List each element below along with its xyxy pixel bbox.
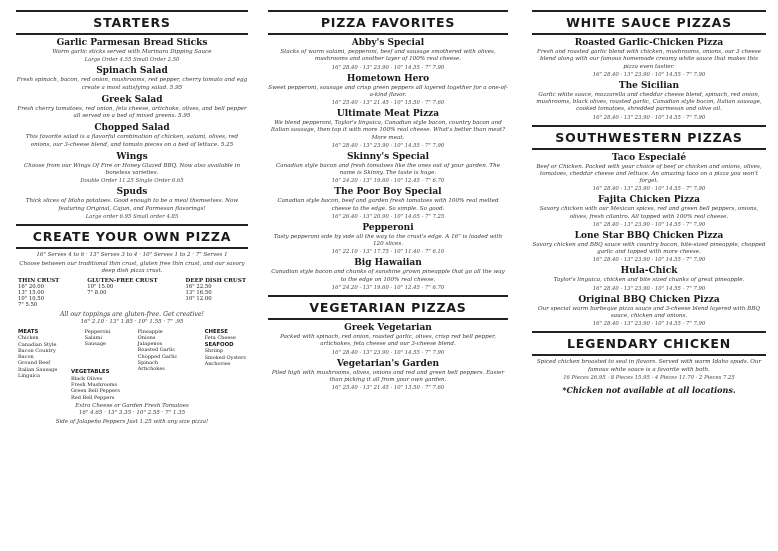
veg2-group (138, 329, 178, 380)
item-description: Canadian style bacon and chunks of sunshine grown pineapple that go all the way to the edge on 100% real cheese. (271, 269, 505, 283)
topping-item: Salami (84, 334, 102, 341)
section-title-create-your-own: CREATE YOUR OWN PIZZA (16, 224, 248, 249)
gluten-free-crust-prices (87, 278, 157, 308)
topping-item: Fresh Mushrooms (71, 382, 118, 389)
item-name: Lone Star BBQ Chicken Pizza (574, 230, 724, 241)
item-description: Warm garlic sticks served with Marinara Dipping Sauce (52, 49, 212, 55)
topping-item: Shrimp (204, 348, 224, 355)
item-price: Large order 6.95 Small order 4.85 (85, 213, 179, 220)
pizza-item (268, 223, 508, 256)
item-price: 16" 22.10 · 13" 17.75 · 10" 11.40 · 7" 6.10 (331, 249, 445, 256)
item-name: Skinny's Special (346, 151, 430, 162)
item-description: We blend pepperoni, Taylor's linguica, Canadian style bacon, country bacon and Italian sausage, then top it with more 100% real cheese. What's better than meat? More meat. (270, 120, 506, 141)
item-price: 16" 28.40 · 13" 23.90 · 10" 14.55 · 7" 7.90 (331, 142, 445, 149)
item-name: Wings (116, 151, 148, 162)
pizza-item (532, 38, 766, 78)
gluten-free-crust-price: 7" 8.00 (87, 290, 107, 297)
pizza-item (268, 38, 508, 71)
item-description: Thick slices of Idaho potatoes. Good enough to be a meal themselves. Now featuring Original, Cajun, and Parmesan flavorings! (25, 198, 239, 212)
item-price: 16" 28.40 · 13" 23.90 · 10" 14.55 · 7" 7.90 (331, 64, 445, 71)
column-middle (268, 4, 508, 547)
starters-list (16, 38, 248, 220)
vegetarian-list (268, 323, 508, 391)
favorites-list (268, 38, 508, 291)
item-name: Roasted Garlic-Chicken Pizza (574, 38, 724, 48)
starter-item (16, 38, 248, 63)
item-description: Our special warm barbeque pizza sauce and 3-cheese blend layered with BBQ sauce, chicken and onions. (538, 305, 760, 319)
pizza-item (532, 195, 766, 228)
item-description: This favorite salad is a flavorful combination of chicken, salami, olives, red onions, our 3-cheese blend, and tomato pieces on a bed of lettuce. 5.25 (25, 134, 239, 148)
item-description: Sweet pepperoni, sausage and crisp green peppers all layered together for a one-of-a-kind flavor. (268, 84, 508, 98)
topping-item: Roasted Garlic (137, 347, 176, 354)
section-title-pizza-favorites: PIZZA FAVORITES (268, 10, 508, 35)
topping-group-label: SEAFOOD (204, 341, 234, 348)
item-description: Garlic white sauce, mozzarella and cheddar cheese blend, spinach, red onion, mushrooms, black olives, roasted garlic, Canadian style bacon, Italian sausage, cooked tomatoes, shredded parmesan and olive oil. (536, 91, 762, 113)
item-description: Savory chicken with our Mexican spices, red and green bell peppers, onions, olives, fresh cilantro. All topped with 100% real cheese. (539, 206, 759, 220)
section-title-legendary-chicken: LEGENDARY CHICKEN (532, 331, 766, 356)
pizza-item (532, 266, 766, 291)
item-description: Fresh spinach, bacon, red onion, mushrooms, red pepper, cherry tomato and egg create a most satisfying salad. 5.95 (16, 77, 248, 91)
topping-group-label: VEGETABLES (71, 369, 110, 376)
item-description: Canadian style bacon and fresh tomatoes like the ones out of your garden. The name is Skinny. The taste is huge. (275, 162, 501, 177)
item-price: 16" 28.40 · 13" 23.90 · 10" 14.55 · 7" 7.90 (592, 257, 706, 264)
item-name: The Sicilian (618, 80, 680, 91)
pizza-item (532, 231, 766, 264)
thin-crust-price: 7" 5.50 (18, 302, 38, 309)
thin-crust-price: 16" 20.00 (18, 284, 45, 291)
item-price: Double Order 11.25 Single Order 6.65 (80, 178, 184, 185)
cyo-intro: Choose between our traditional thin crust, gluten free thin crust, and our savory deep dish pizza crust. (19, 261, 245, 275)
thin-crust-price: 10" 10.50 (18, 296, 45, 303)
chicken-availability-note: *Chicken not available at all locations. (562, 384, 736, 395)
item-name: Spuds (116, 187, 148, 198)
column-right (532, 4, 766, 547)
topping-item: Ground Beef (18, 360, 51, 367)
cheese-seafood-group (205, 329, 246, 380)
deep-dish-crust-price: 16" 22.50 (185, 284, 212, 291)
item-description: Taylor's linguica, chicken and bite sized chunks of great pineapple. (553, 277, 745, 284)
topping-item: Bacon Country (18, 347, 56, 354)
vegetables-group (71, 369, 120, 401)
topping-prices: 16" 2.10 · 13" 1.85 · 10" 1.55 · 7" .95 (80, 319, 184, 326)
southwestern-list (532, 153, 766, 328)
item-price: 16" 26.40 · 13" 20.90 · 10" 14.05 · 7" 7.25 (331, 213, 445, 220)
starter-item (16, 66, 248, 92)
pizza-item (532, 81, 766, 121)
topping-item: Artichokes (137, 366, 165, 373)
topping-item: Chicken (18, 335, 39, 342)
item-price: 16" 28.40 · 13" 23.90 · 10" 14.55 · 7" 7.90 (592, 114, 706, 121)
topping-item: Italian Sausage (18, 366, 58, 373)
item-name: Original BBQ Chicken Pizza (578, 294, 720, 305)
item-price: 16" 25.40 · 13" 21.45 · 10" 13.50 · 7" 7.60 (331, 385, 445, 392)
item-name: Greek Vegetarian (344, 322, 432, 333)
item-price: 16" 24.20 · 13" 19.60 · 10" 12.45 · 7" 6.70 (331, 284, 445, 291)
item-description: Stacks of warm salami, pepperoni, beef and sausage smothered with olives, mushrooms and another layer of 100% real cheese. (280, 49, 496, 63)
topping-item: Feta Cheese (204, 335, 236, 342)
section-title-vegetarian: VEGETARIAN PIZZAS (268, 295, 508, 320)
starter-item (16, 187, 248, 220)
pizza-item (268, 359, 508, 392)
topping-item: Jalapenos (137, 341, 163, 348)
item-price: 16" 28.40 · 13" 23.90 · 10" 14.55 · 7" 7.90 (592, 321, 706, 328)
topping-group-label: CHEESE (204, 328, 228, 335)
item-price: 16" 25.40 · 13" 21.45 · 10" 15.50 · 7" 7.60 (331, 100, 445, 107)
item-name: Abby's Special (351, 38, 425, 48)
item-name: Fajita Chicken Pizza (597, 195, 700, 206)
chicken-prices: 16 Pieces 26.95 · 8 Pieces 15.95 · 4 Pieces 11.70 · 2 Pieces 7.25 (563, 374, 735, 381)
item-description: Packed with spinach, red onion, roasted garlic, olives, crisp red bell pepper, artichokes, feta cheese and our 3-cheese blend. (280, 333, 496, 348)
pizza-item (532, 153, 766, 193)
topping-item: Anchovies (204, 360, 231, 367)
item-name: Hula-Chick (620, 266, 678, 277)
extra-cheese: Extra Cheese or Garden Fresh Tomatoes (75, 402, 189, 409)
crust-price-table (18, 278, 246, 308)
gluten-free-crust-label: GLUTEN-FREE CRUST (87, 278, 158, 285)
topping-group-label: MEATS (18, 328, 39, 335)
thin-crust-label: THIN CRUST (18, 278, 60, 285)
toppings-gluten-free-note: All our toppings are gluten-free. Get creative! (59, 311, 205, 319)
white-sauce-list (532, 38, 766, 121)
extra-cheese-prices: 16" 4.65 · 13" 3.35 · 10" 2.55 · 7" 1.35 (78, 409, 186, 416)
starter-item (16, 123, 248, 149)
topping-item: Bacon (18, 354, 34, 361)
item-price: Large Order 4.55 Small Order 2.50 (84, 57, 180, 64)
item-description: Canadian style bacon, beef and garden fresh tomatoes with 100% real melted cheese to the edge. So simple. So good. (277, 198, 499, 212)
pizza-item (532, 295, 766, 328)
topping-item: Black Olives (71, 375, 103, 382)
topping-item: Pepperoni (84, 328, 111, 335)
thin-crust-price: 13" 15.00 (18, 290, 45, 297)
pizza-item (268, 152, 508, 185)
thin-crust-prices (18, 278, 59, 308)
item-name: Garlic Parmesan Bread Sticks (56, 38, 208, 48)
deep-dish-crust-price: 10" 12.00 (185, 296, 212, 303)
topping-item: Smoked Oysters (204, 354, 246, 361)
deep-dish-crust-label: DEEP DISH CRUST (185, 278, 246, 285)
item-name: Big Hawaiian (354, 258, 422, 269)
vegetables-list (71, 369, 199, 401)
section-title-southwestern: SOUTHWESTERN PIZZAS (532, 125, 766, 150)
deep-dish-crust-prices (186, 278, 246, 308)
section-title-starters: STARTERS (16, 10, 248, 35)
item-name: Spinach Salad (96, 66, 168, 77)
chicken-description: Spiced chicken broasted to seal in flavors. Served with warm Idaho spuds. Our famous white sauce is a favorite with both. (536, 359, 762, 373)
cyo-sizes: 16" Serves 4 to 6 · 13" Serves 3 to 4 · 10" Serves 1 to 2 · 7" Serves 1 (36, 251, 228, 258)
starter-item (16, 152, 248, 185)
topping-item: Sausage (84, 341, 106, 348)
item-description: Beef or Chicken. Packed with your choice of beef or chicken and onions, olives, tomatoes, cheddar cheese and lettuce. An amazing taco on a pizza you won't forget. (536, 163, 762, 185)
item-description: Fresh cherry tomatoes, red onion, feta cheese, artichoke, olives, and bell pepper all served on a bed of mixed greens. 5.95 (17, 105, 247, 120)
topping-item: Onions (137, 334, 156, 341)
topping-item: Spinach (137, 359, 159, 366)
starter-item (16, 95, 248, 121)
item-description: Choose from our Wings Of Fire or Honey Glazed BBQ. Now also available in boneless varieties. (23, 162, 241, 177)
item-name: Ultimate Meat Pizza (336, 109, 440, 120)
meats-group (18, 329, 57, 380)
item-price: 16" 28.40 · 13" 23.90 · 10" 14.55 · 7" 7.90 (331, 349, 445, 356)
item-name: Hometown Hero (346, 73, 430, 84)
topping-item: Green Bell Peppers (71, 388, 120, 395)
item-price: 16" 28.40 · 13" 23.90 · 10" 14.55 · 7" 7.90 (592, 221, 706, 228)
topping-item: Canadian Style (18, 341, 57, 348)
item-price: 16" 28.40 · 13" 23.90 · 10" 14.55 · 7" 7.90 (592, 71, 706, 78)
item-price: 16" 28.40 · 13" 23.90 · 10" 14.55 · 7" 7.90 (592, 285, 706, 292)
topping-item: Pineapple (137, 328, 163, 335)
item-description: Savory chicken and BBQ sauce with country bacon, bite-sized pineapple, chopped garlic and topped with more cheese. (532, 241, 766, 256)
item-price: 16" 24.20 · 13" 19.60 · 10" 12.45 · 7" 6.70 (331, 178, 445, 185)
item-name: Chopped Salad (94, 123, 170, 134)
item-name: Vegetarian's Garden (336, 358, 440, 369)
section-title-white-sauce: WHITE SAUCE PIZZAS (532, 10, 766, 35)
item-name: Taco Especialé (611, 152, 687, 163)
topping-item: Red Bell Peppers (71, 394, 115, 401)
topping-item: Chopped Garlic (137, 353, 178, 360)
pizza-item (268, 109, 508, 149)
item-description: Piled high with mushrooms, olives, onions and red and green bell peppers. Easier than picking it all from your own garden. (271, 369, 505, 383)
item-name: Pepperoni (362, 222, 414, 233)
pizza-item (268, 258, 508, 291)
topping-item: Linguica (18, 372, 40, 379)
item-description: Tasty pepperoni side by side all the way to the crust's edge. A 16" is loaded with 120 slices. (273, 233, 503, 248)
gluten-free-crust-price: 10" 15.00 (87, 284, 114, 291)
pizza-item (268, 323, 508, 356)
deep-dish-crust-price: 13" 16.50 (185, 290, 212, 297)
jalapeno-side: Side of Jalapeño Peppers Just 1.25 with any size pizza! (55, 419, 209, 426)
item-name: Greek Salad (101, 94, 163, 105)
item-price: 16" 28.40 · 13" 23.90 · 10" 14.55 · 7" 7.90 (592, 186, 706, 193)
item-description: Fresh and roasted garlic blend with chicken, mushrooms, onions, our 3 cheese blend along with our famous homemade creamy white sauce that makes this pizza even tastier. (537, 49, 761, 70)
pizza-item (268, 187, 508, 220)
item-name: The Poor Boy Special (334, 187, 442, 198)
column-left (16, 4, 248, 547)
pizza-item (268, 74, 508, 107)
